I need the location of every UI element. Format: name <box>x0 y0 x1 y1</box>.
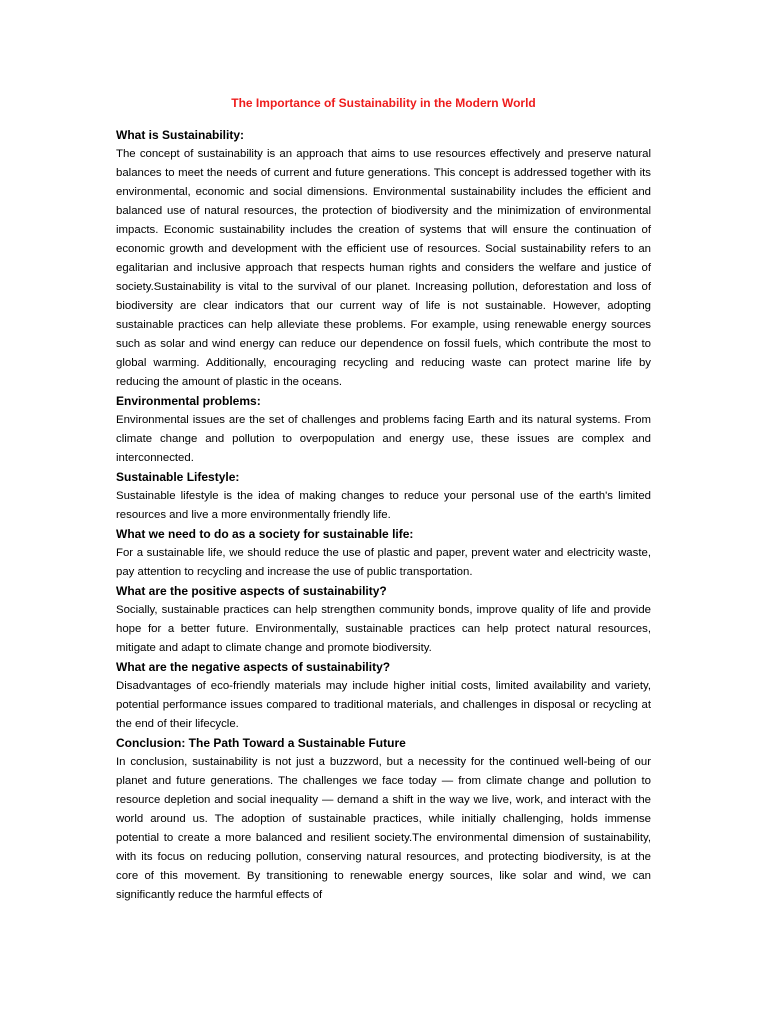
document-title: The Importance of Sustainability in the Modern World <box>231 96 536 110</box>
section-positive-aspects <box>116 582 651 658</box>
section-body: Disadvantages of eco-friendly materials may include higher initial costs, limited availability and variety, potential performance issues compared to traditional materials, and challenges in disposal or recycling at the end of their lifecycle. <box>116 680 651 730</box>
section-body: Environmental issues are the set of challenges and problems facing Earth and its natural systems. From climate change and pollution to overpopulation and energy use, these issues are complex and interconnected. <box>116 414 651 464</box>
section-heading: Conclusion: The Path Toward a Sustainable Future <box>116 736 406 750</box>
section-heading: What are the positive aspects of sustainability? <box>116 584 387 598</box>
section-society-actions <box>116 525 651 582</box>
document-page <box>116 94 651 905</box>
section-heading: What is Sustainability: <box>116 128 245 142</box>
section-heading: Sustainable Lifestyle: <box>116 470 240 484</box>
section-heading: Environmental problems: <box>116 394 261 408</box>
section-body: For a sustainable life, we should reduce the use of plastic and paper, prevent water and electricity waste, pay attention to recycling and increase the use of public transportation. <box>116 547 651 578</box>
section-what-is-sustainability <box>116 126 651 392</box>
section-body: In conclusion, sustainability is not just a buzzword, but a necessity for the continued well-being of our planet and future generations. The challenges we face today — from climate change and pollution to resource depletion and social inequality — demand a shift in the way we live, work, and interact with the world around us. The adoption of sustainable practices, while initially challenging, holds immense potential to create a more balanced and resilient society.The environmental dimension of sustainability, with its focus on reducing pollution, conserving natural resources, and protecting biodiversity, is at the core of this movement. By transitioning to renewable energy sources, like solar and wind, we can significantly reduce the harmful effects of <box>116 756 651 901</box>
section-heading: What are the negative aspects of sustainability? <box>116 660 391 674</box>
section-negative-aspects <box>116 658 651 734</box>
section-body: Sustainable lifestyle is the idea of making changes to reduce your personal use of the earth's limited resources and live a more environmentally friendly life. <box>116 490 651 521</box>
section-body: The concept of sustainability is an approach that aims to use resources effectively and preserve natural balances to meet the needs of current and future generations. This concept is addressed together with its environmental, economic and social dimensions. Environmental sustainability includes the efficient and balanced use of natural resources, the protection of biodiversity and the minimization of environmental impacts. Economic sustainability includes the creation of systems that will ensure the continuation of economic growth and development with the efficient use of resources. Social sustainability refers to an egalitarian and inclusive approach that respects human rights and considers the welfare and justice of society.Sustainability is vital to the survival of our planet. Increasing pollution, deforestation and loss of biodiversity are clear indicators that our current way of life is not sustainable. However, adopting sustainable practices can help alleviate these problems. For example, using renewable energy sources such as solar and wind energy can reduce our dependence on fossil fuels, which contribute the most to global warming. Additionally, encouraging recycling and reducing waste can protect marine life by reducing the amount of plastic in the oceans. <box>116 148 651 388</box>
section-heading: What we need to do as a society for sustainable life: <box>116 527 414 541</box>
section-environmental-problems <box>116 392 651 468</box>
section-sustainable-lifestyle <box>116 468 651 525</box>
section-body: Socially, sustainable practices can help strengthen community bonds, improve quality of life and provide hope for a better future. Environmentally, sustainable practices can help protect natural resources, mitigate and adapt to climate change and promote biodiversity. <box>116 604 651 654</box>
section-conclusion <box>116 734 651 905</box>
